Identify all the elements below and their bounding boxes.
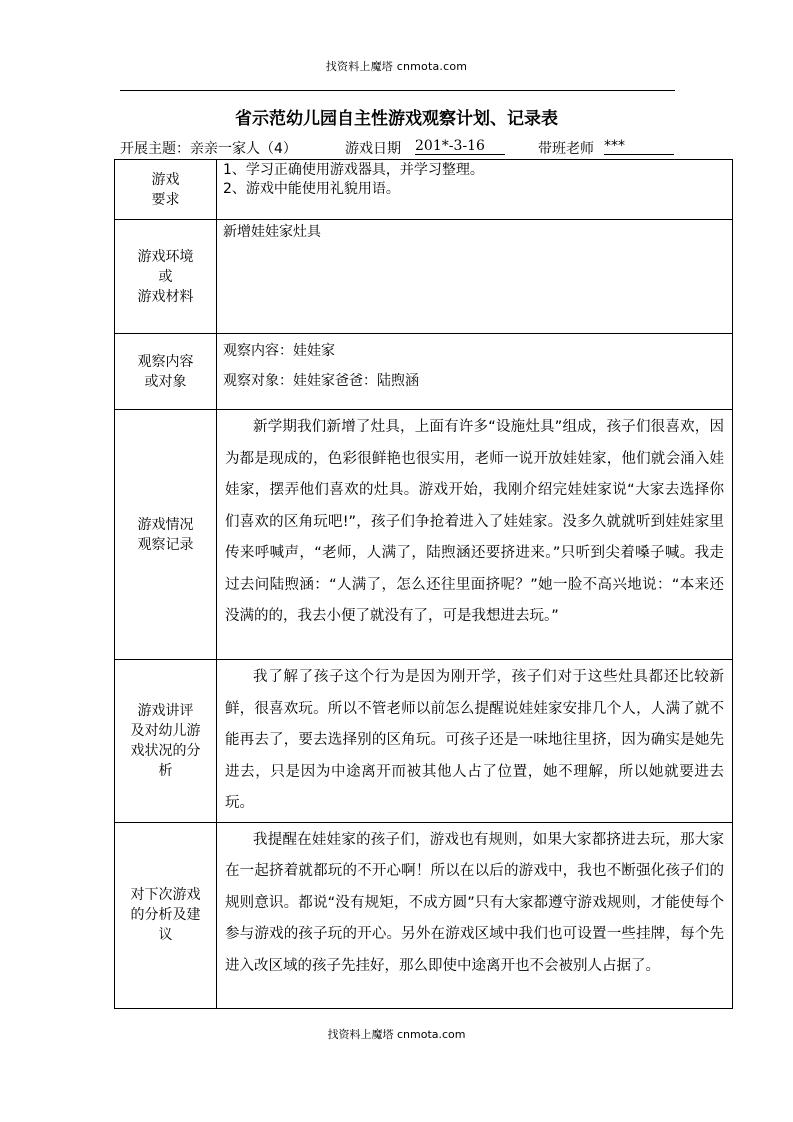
content-requirements [217,160,733,220]
label-line: 的分析及建 [130,907,201,923]
requirement-line-1: 1、学习正确使用游戏器具，并学习整理。 [223,162,484,178]
date-label: 游戏日期 [345,141,401,157]
label-environment [115,220,217,334]
teacher-label: 带班老师 [538,141,594,157]
row-environment [115,220,733,334]
label-analysis [115,660,217,823]
row-requirements [115,160,733,220]
row-observation [115,334,733,410]
label-line: 议 [158,927,173,943]
date-value: 201*-3-16 [415,138,505,155]
content-suggestion [217,822,733,1008]
header-divider [120,90,675,91]
observation-table [114,159,733,1009]
label-line: 观察记录 [137,536,194,553]
content-environment [217,220,733,334]
label-suggestion [115,822,217,1008]
teacher-value: *** [604,138,674,155]
requirement-line-2: 2、游戏中能使用礼貌用语。 [223,181,400,197]
footer-watermark: 找资料上魔塔 cnmota.com [327,1028,466,1041]
row-record [115,410,733,660]
row-suggestion [115,822,733,1008]
environment-text: 新增娃娃家灶具 [223,224,321,240]
label-observation [115,334,217,410]
label-line: 游戏 [151,171,180,188]
label-line: 析 [158,762,173,779]
row-analysis [115,660,733,823]
label-line: 及对幼儿游 [130,722,201,739]
label-line: 要求 [151,191,180,208]
label-line: 游戏情况 [137,516,194,533]
label-line: 观察内容 [137,353,194,370]
label-line: 游戏环境 [137,248,194,265]
label-record [115,410,217,660]
meta-line [120,138,680,158]
observation-content: 观察内容：娃娃家 [223,343,335,359]
content-observation [217,334,733,410]
label-line: 或 [158,268,173,285]
analysis-text: 我了解了孩子这个行为是因为刚开学，孩子们对于这些灶具都还比较新鲜，很喜欢玩。所以不管老师以前怎么提醒说娃娃家安排几个人，人满了就不能再去了，要去选择别的区角玩。可孩子还是一味地往里挤，因为确实是她先进去，只是因为中途离开而被其他人占了位置，她不理解，所以她就要进去玩。 [225,669,724,811]
record-text: 新学期我们新增了灶具，上面有许多“设施灶具”组成，孩子们很喜欢，因为都是现成的，色彩很鲜艳也很实用，老师一说开放娃娃家，他们就会涌入娃娃家，摆弄他们喜欢的灶具。游戏开始，我刚介绍完娃娃家说“大家去选择你们喜欢的区角玩吧!”，孩子们争抢着进入了娃娃家。没多久就就听到娃娃家里传来呼喊声，“老师，人满了，陆煦涵还要挤进来。”只听到尖着嗓子喊。我走过去问陆煦涵：“人满了，怎么还往里面挤呢？”她一脸不高兴地说：“本来还没满的的，我去小便了就没有了，可是我想进去玩。” [225,419,724,624]
page-title: 省示范幼儿园自主性游戏观察计划、记录表 [235,109,558,129]
label-requirements [115,160,217,220]
theme-text: 开展主题：亲亲一家人（4） [120,141,297,157]
label-line: 或对象 [144,373,187,390]
content-analysis [217,660,733,823]
label-line: 戏状况的分 [130,742,201,759]
content-record [217,410,733,660]
header-watermark: 找资料上魔塔 cnmota.com [325,60,468,73]
label-line: 游戏材料 [137,288,194,305]
observation-target: 观察对象：娃娃家爸爸：陆煦涵 [223,373,419,389]
label-line: 游戏讲评 [137,702,194,719]
label-line: 对下次游戏 [130,887,201,903]
suggestion-text: 我提醒在娃娃家的孩子们，游戏也有规则，如果大家都挤进去玩，那大家在一起挤着就都玩的不开心啊！所以在以后的游戏中，我也不断强化孩子们的规则意识。都说“没有规矩，不成方圆”只有大家都遵守游戏规则，才能使每个参与游戏的孩子玩的开心。另外在游戏区域中我们也可设置一些挂牌，每个先进入改区域的孩子先挂好，那么即使中途离开也不会被别人占据了。 [225,831,724,974]
